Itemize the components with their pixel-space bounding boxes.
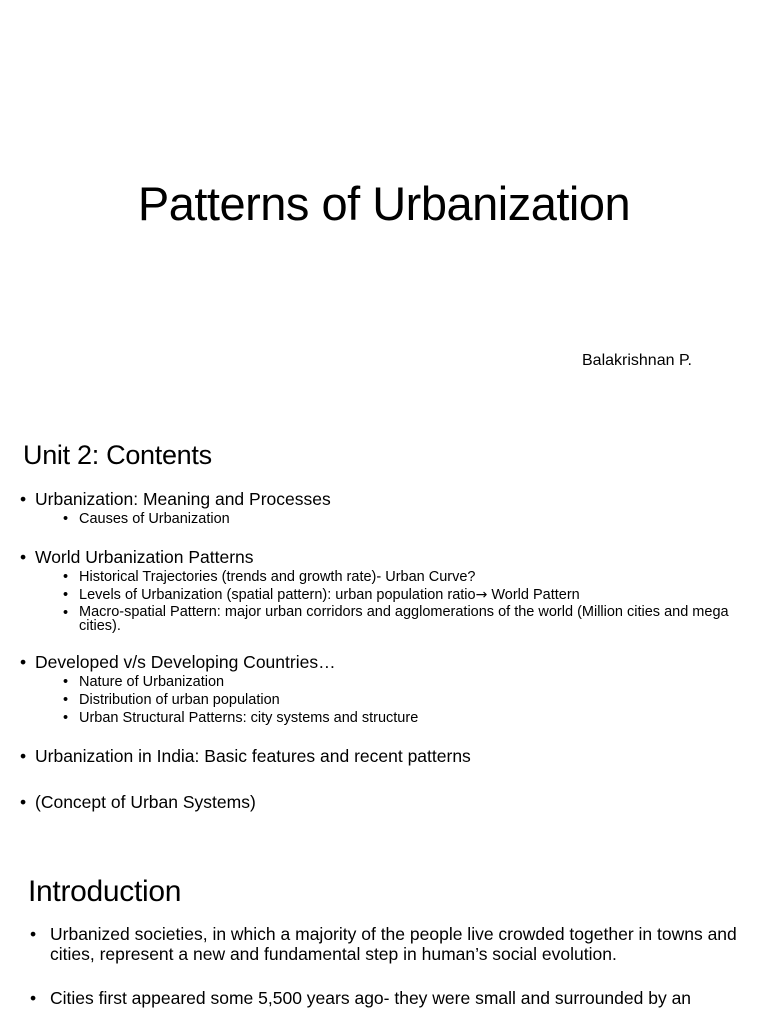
bullet-text: Developed v/s Developing Countries… — [35, 652, 336, 672]
presentation-title: Patterns of Urbanization — [137, 177, 631, 230]
list-item — [20, 546, 750, 633]
sub-list-item — [63, 587, 750, 604]
sub-list-item: • Nature of Urbanization — [63, 674, 750, 691]
list-item — [20, 651, 750, 727]
introduction-title: Introduction — [28, 875, 182, 908]
list-item — [20, 488, 750, 528]
sub-list-text: • Macro-spatial Pattern: major urban corridors and agglomerations of the world (Million cities and mega cities). — [79, 604, 729, 634]
introduction-list — [30, 924, 745, 1008]
sub-list-item: • Distribution of urban population — [63, 692, 750, 709]
contents-slide — [0, 418, 768, 854]
sub-list-item: • Causes of Urbanization — [63, 511, 750, 528]
list-item: • Urbanized societies, in which a majority of the people live crowded together in towns and cities, represent a new and fundamental step in human’s social evolution. — [30, 924, 745, 964]
bullet-text: (Concept of Urban Systems) — [35, 792, 256, 812]
bullet-text: World Urbanization Patterns — [35, 547, 254, 567]
list-item — [20, 791, 750, 813]
bullet-text: Urbanization: Meaning and Processes — [35, 489, 331, 509]
introduction-slide — [0, 854, 768, 1024]
sub-list — [35, 511, 750, 528]
bullet-text: Urbanization in India: Basic features and recent patterns — [35, 746, 471, 766]
sub-list-item — [63, 605, 750, 633]
sub-list-text: World Pattern — [487, 587, 580, 603]
arrow-right-icon: → — [475, 587, 488, 603]
sub-list — [35, 569, 750, 633]
list-item: • Cities first appeared some 5,500 years ago- they were small and surrounded by an — [30, 988, 745, 1008]
sub-list-text: Levels of Urbanization (spatial pattern): urban population ratio — [79, 587, 476, 603]
list-item — [20, 745, 750, 767]
contents-title: Unit 2: Contents — [23, 440, 212, 470]
author-name: Balakrishnan P. — [582, 352, 692, 369]
sub-list — [35, 674, 750, 727]
contents-list — [20, 488, 750, 813]
title-slide — [0, 0, 768, 418]
sub-list-item: • Historical Trajectories (trends and growth rate)- Urban Curve? — [63, 569, 750, 586]
sub-list-item: • Urban Structural Patterns: city systems and structure — [63, 710, 750, 727]
